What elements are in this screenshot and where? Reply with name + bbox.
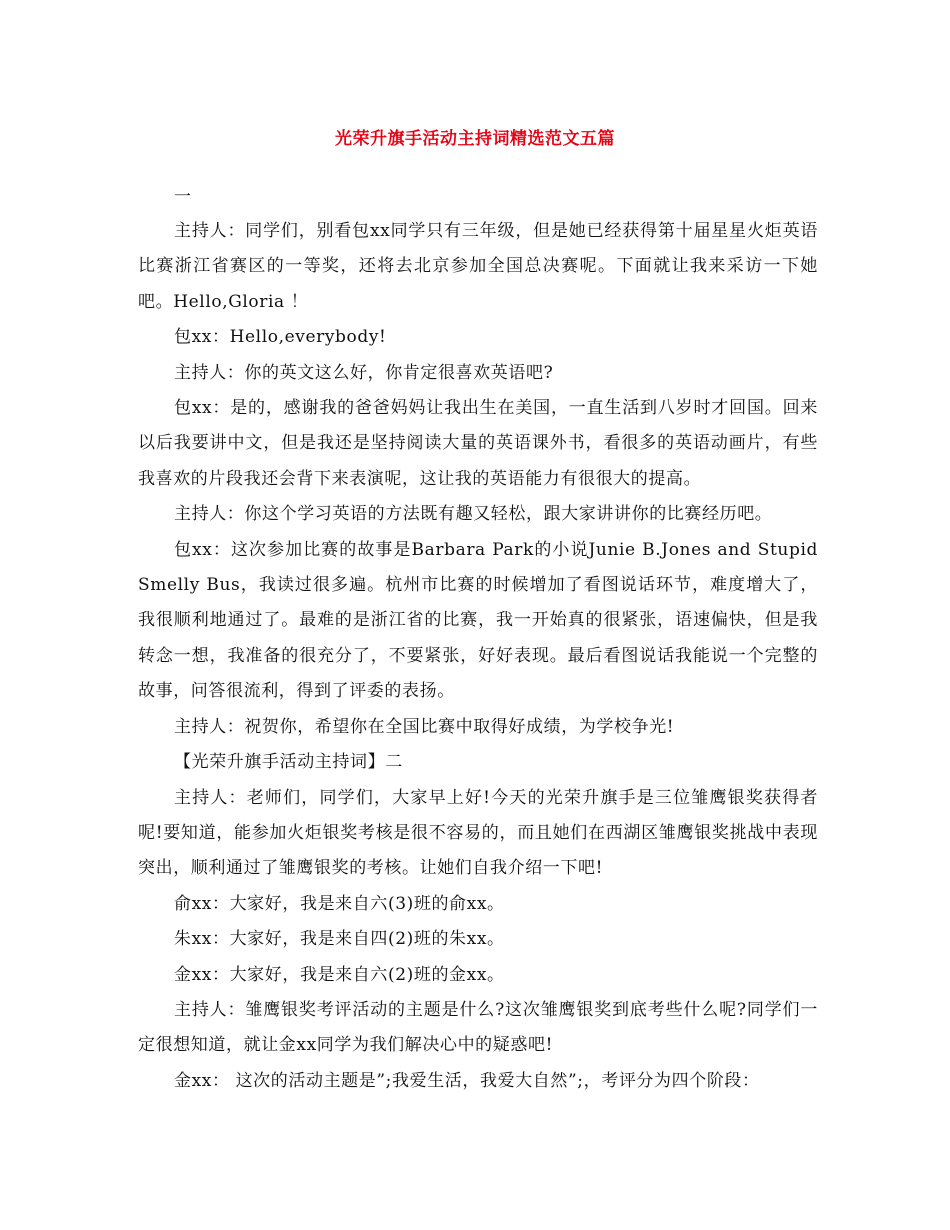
paragraph: 主持人：你这个学习英语的方法既有趣又轻松，跟大家讲讲你的比赛经历吧。 [174,504,773,525]
paragraph: 俞xx：大家好，我是来自六(3)班的俞xx。 [174,893,505,914]
paragraph: 金xx： 这次的活动主题是”;我爱生活，我爱大自然”;，考评分为四个阶段： [174,1070,760,1091]
document-title: 光荣升旗手活动主持词精选范文五篇 [335,129,615,149]
paragraph: 主持人：雏鹰银奖考评活动的主题是什么?这次雏鹰银奖到底考些什么呢?同学们一定很想知道，就让金xx同学为我们解决心中的疑惑吧! [138,999,818,1056]
section-number: 一 [174,187,192,207]
document-body [138,187,818,1099]
paragraph: 包xx：是的，感谢我的爸爸妈妈让我出生在美国，一直生活到八岁时才回国。回来以后我要讲中文，但是我还是坚持阅读大量的英语课外书，看很多的英语动画片，有些我喜欢的片段我还会背下来表演呢，这让我的英语能力有很很大的提高。 [138,398,818,489]
paragraph: 朱xx：大家好，我是来自四(2)班的朱xx。 [174,929,505,950]
paragraph: 主持人：同学们，别看包xx同学只有三年级，但是她已经获得第十届星星火炬英语比赛浙江省赛区的一等奖，还将去北京参加全国总决赛呢。下面就让我来采访一下她吧。Hello,Gloria ！ [138,221,818,312]
paragraph: 包xx：这次参加比赛的故事是Barbara Park的小说Junie B.Jones and Stupid Smelly Bus，我读过很多遍。杭州市比赛的时候增加了看图说话环节，难度增大了，我很顺利地通过了。最难的是浙江省的比赛，我一开始真的很紧张，语速偏快，但是我转念一想，我准备的很充分了，不要紧张，好好表现。最后看图说话我能说一个完整的故事，问答很流利，得到了评委的表扬。 [138,539,818,702]
paragraph: 主持人：你的英文这么好，你肯定很喜欢英语吧? [174,362,554,383]
paragraph: 主持人：老师们，同学们，大家早上好!今天的光荣升旗手是三位雏鹰银奖获得者呢!要知道，能参加火炬银奖考核是很不容易的，而且她们在西湖区雏鹰银奖挑战中表现突出，顺利通过了雏鹰银奖的考核。让她们自我介绍一下吧! [138,787,818,879]
paragraph: 主持人：祝贺你，希望你在全国比赛中取得好成绩，为学校争光! [174,716,675,737]
paragraph: 金xx：大家好，我是来自六(2)班的金xx。 [174,964,505,985]
paragraph: 包xx：Hello,everybody! [174,327,387,348]
section-heading: 【光荣升旗手活动主持词】二 [174,752,403,773]
